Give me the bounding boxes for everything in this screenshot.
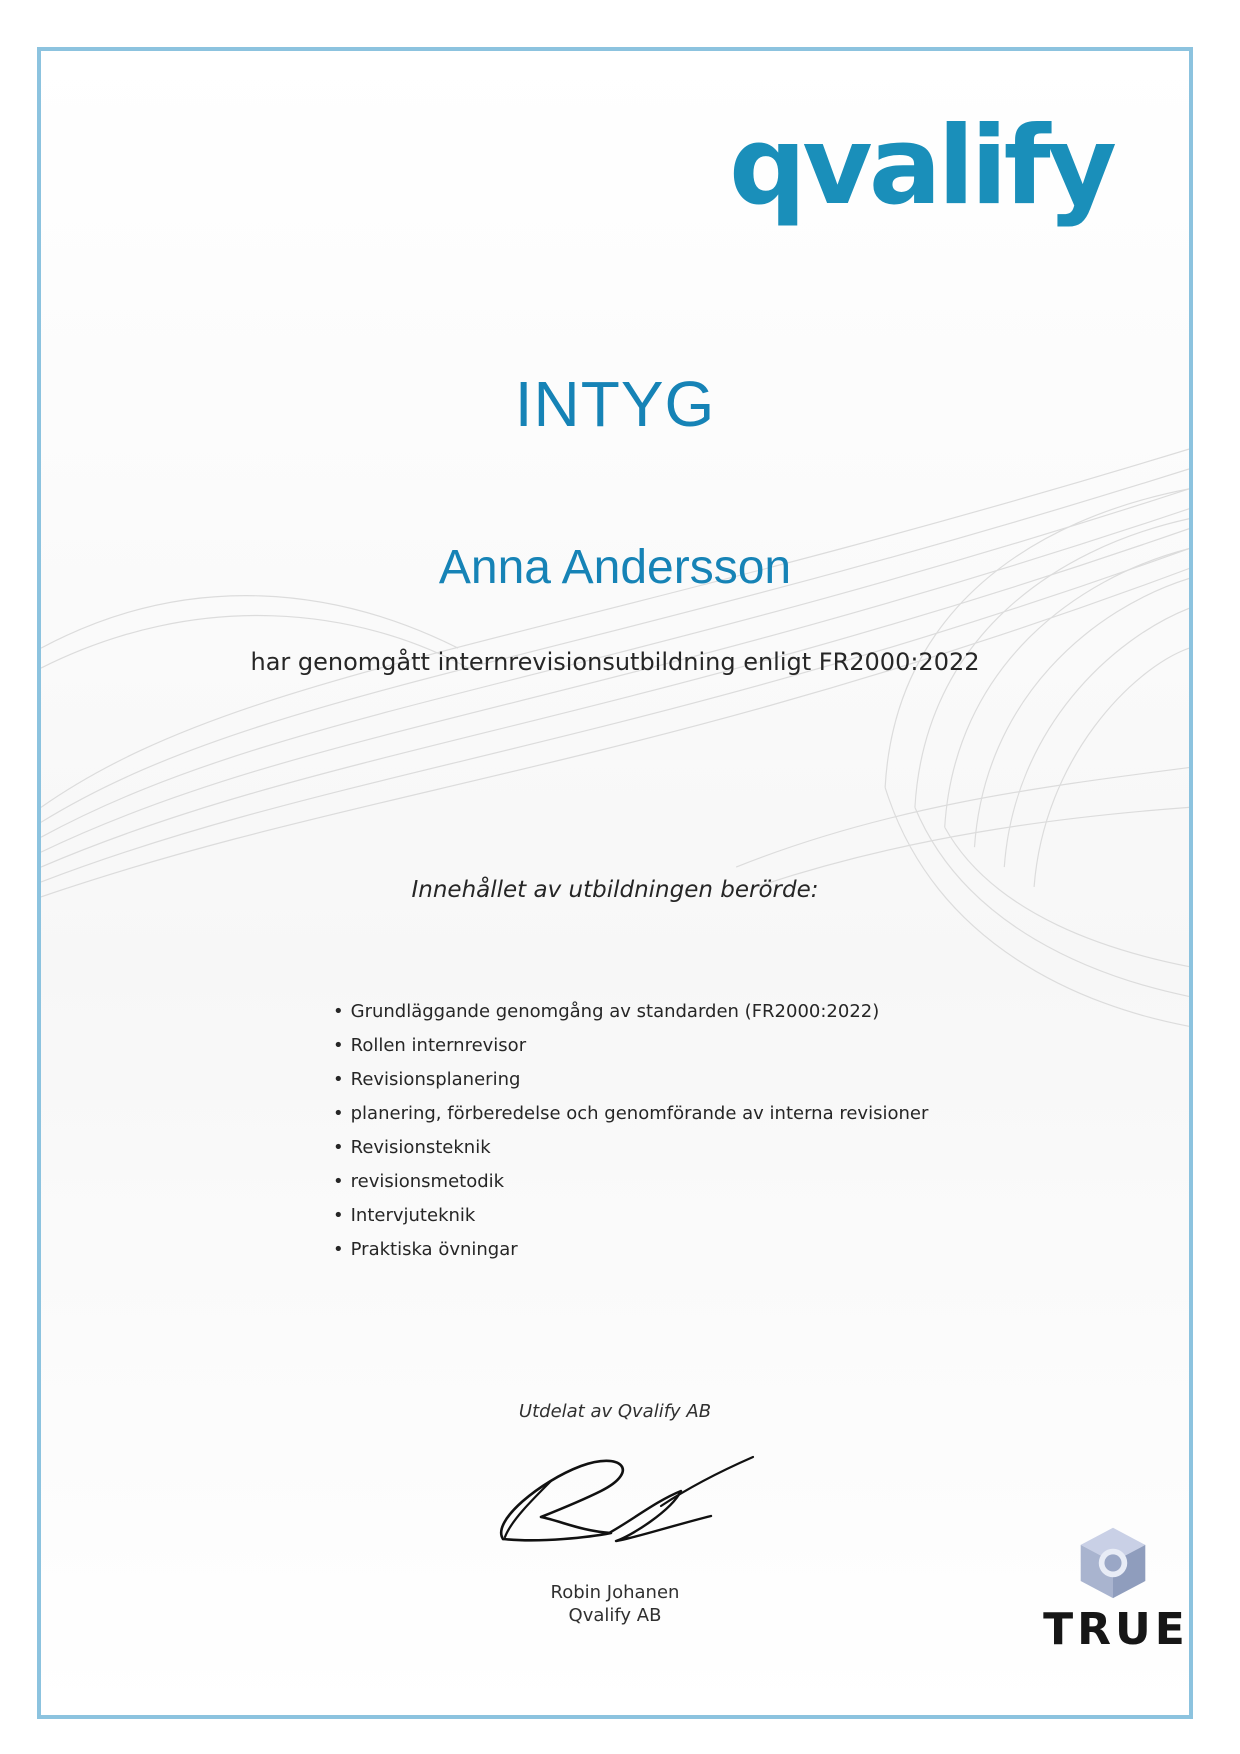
list-item: • Intervjuteknik: [333, 1199, 928, 1233]
list-item: • revisionsmetodik: [333, 1165, 928, 1199]
cube-icon: [1075, 1524, 1151, 1600]
certificate-title: INTYG: [514, 368, 716, 440]
issued-by: Utdelat av Qvalify AB: [518, 1401, 712, 1422]
recipient-name: Anna Andersson: [438, 541, 792, 594]
list-item: • Rollen internrevisor: [333, 1029, 928, 1063]
list-item: • Grundläggande genomgång av standarden (FR2000:2022): [333, 995, 928, 1029]
qvalify-logo: qvalify: [728, 104, 1113, 229]
certificate-frame: [37, 47, 1193, 1719]
content-intro: Innehållet av utbildningen berörde:: [411, 877, 819, 903]
signer-org: Qvalify AB: [568, 1605, 662, 1626]
list-item: • Praktiska övningar: [333, 1233, 928, 1267]
list-item: • Revisionsplanering: [333, 1063, 928, 1097]
signer-block: [41, 1581, 1189, 1627]
signer-name: Robin Johanen: [550, 1582, 680, 1603]
signature-image: [481, 1421, 781, 1561]
list-item: • planering, förberedelse och genomförande av interna revisioner: [333, 1097, 928, 1131]
topic-list: [333, 995, 928, 1267]
true-badge: [1026, 1524, 1193, 1664]
list-item: • Revisionsteknik: [333, 1131, 928, 1165]
true-label: TRUE: [1043, 1604, 1189, 1655]
completion-statement: har genomgått internrevisionsutbildning enligt FR2000:2022: [250, 648, 980, 676]
